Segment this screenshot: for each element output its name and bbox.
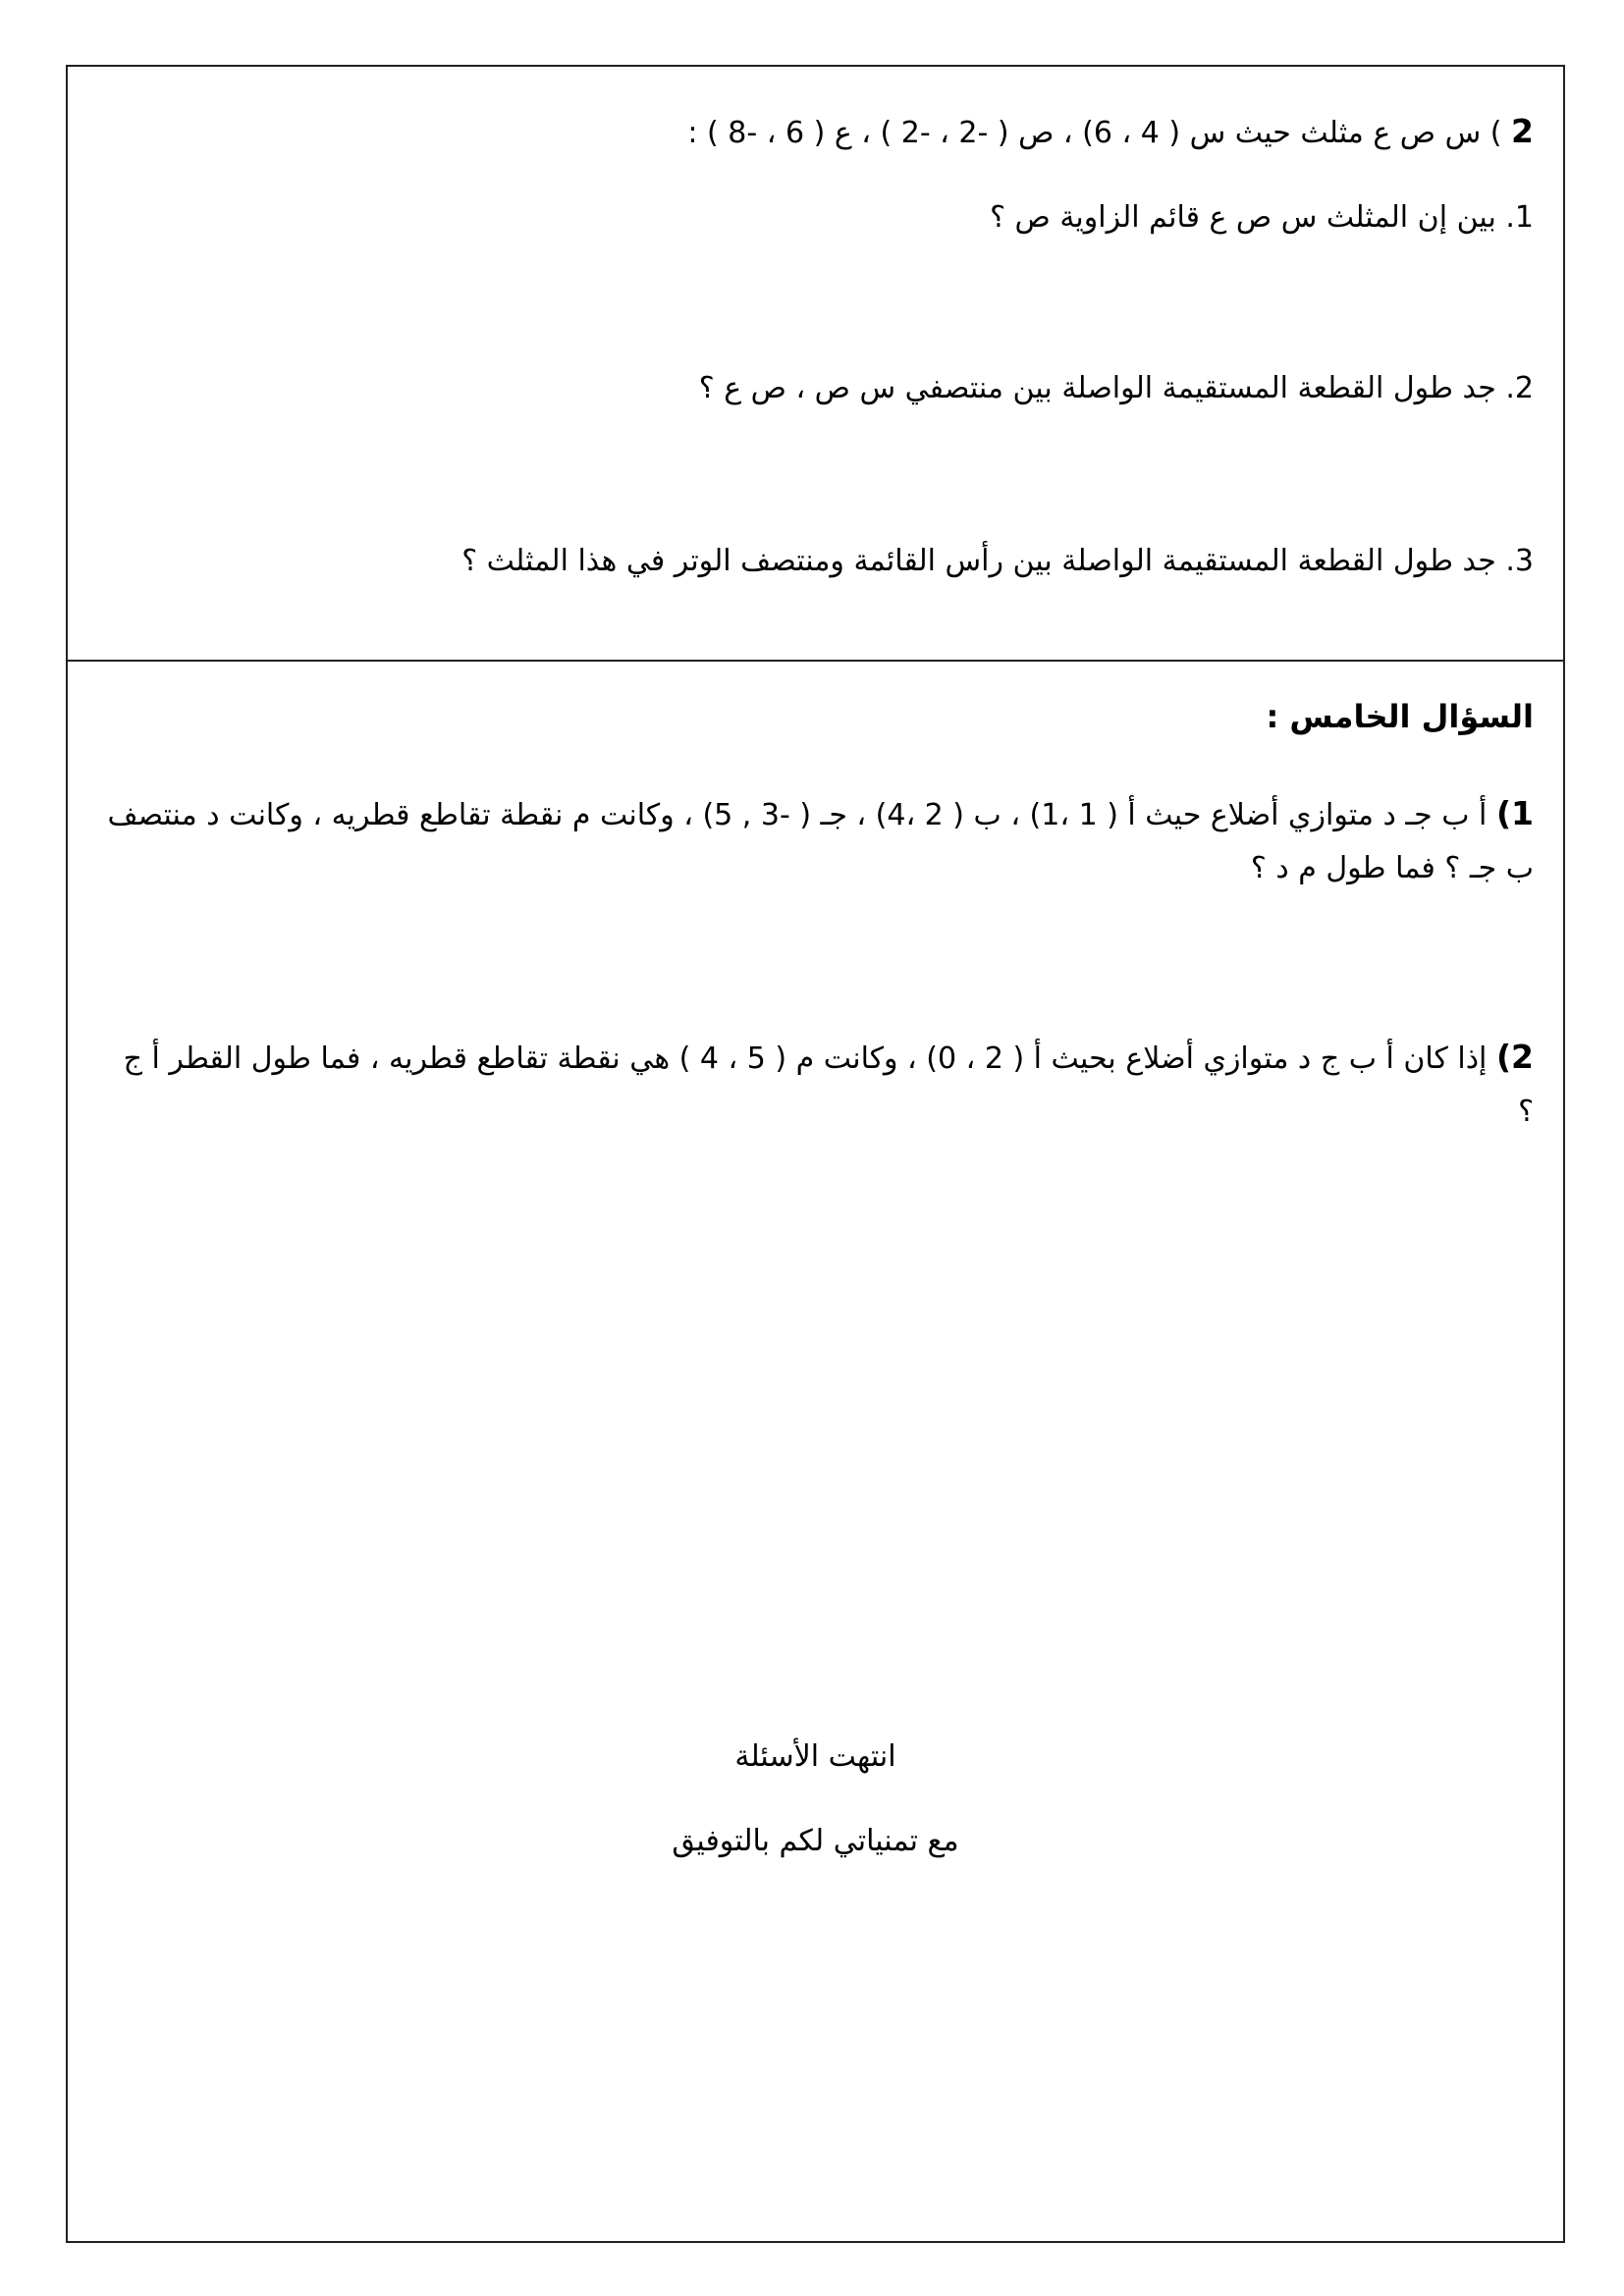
section-five-question-2	[107, 1031, 1534, 1139]
closing-line-1: انتهت الأسئلة	[734, 1739, 896, 1774]
exam-page-frame	[66, 65, 1565, 2243]
section-five-question-1-text: أ ب جـ د متوازي أضلاع حيث أ ( 1 ،1) ، ب ( 2 ،4) ، جـ ( -3 , 5) ، وكانت م نقطة تقاطع قطريه ، وكانت د منتصف ب جـ ؟ فما طول م د ؟	[107, 798, 1534, 885]
section-divider	[68, 660, 1563, 662]
sub-question-2: 2. جد طول القطعة المستقيمة الواصلة بين منتصفي س ص ، ص ع ؟	[698, 371, 1534, 405]
question-2-stem	[687, 110, 1534, 155]
question-2-number: 2	[1511, 112, 1534, 150]
sub-question-3: 3. جد طول القطعة المستقيمة الواصلة بين رأس القائمة ومنتصف الوتر في هذا المثلث ؟	[461, 544, 1534, 578]
section-five-question-1	[107, 787, 1534, 895]
section-five-question-2-text: إذا كان أ ب ج د متوازي أضلاع بحيث أ ( 2 ، 0) ، وكانت م ( 5 ، 4 ) هي نقطة تقاطع قطريه ، فما طول القطر أ ج ؟	[123, 1041, 1534, 1129]
sub-question-1: 1. بين إن المثلث س ص ع قائم الزاوية ص ؟	[990, 200, 1534, 235]
section-five-question-2-number: 2)	[1495, 1038, 1534, 1076]
closing-line-2: مع تمنياتي لكم بالتوفيق	[672, 1824, 959, 1858]
section-five-question-1-number: 1)	[1495, 794, 1534, 832]
section-five-heading: السؤال الخامس :	[1266, 698, 1534, 735]
question-2-stem-text: ) س ص ع مثلث حيث س ( 4 ، 6) ، ص ( -2 ، -2 ) ، ع ( 6 ، -8 ) :	[687, 116, 1502, 150]
